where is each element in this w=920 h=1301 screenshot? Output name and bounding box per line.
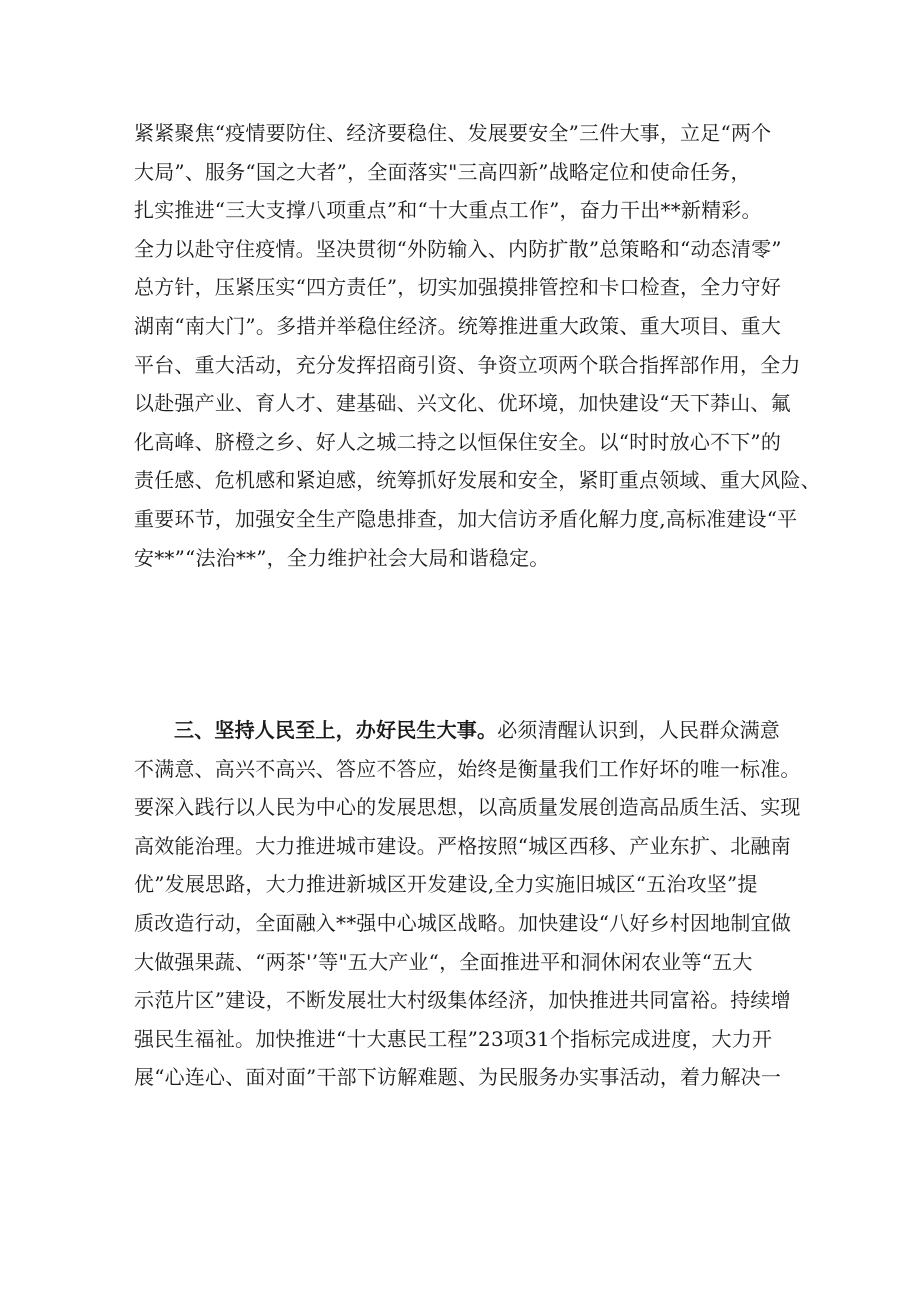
text-line: 以赴强产业、育人才、建基础、兴文化、优环境，加快建设“天下莽山、氟 [134, 391, 791, 416]
paragraph-1 [134, 114, 821, 577]
text-line-first [134, 711, 794, 750]
text-line: 责任感、危机感和紧迫感，统筹抓好发展和安全，紧盯重点领域、重大风险、 [134, 468, 821, 493]
text-line: 全力以赴守住疫情。坚决贯彻“外防输入、内防扩散”总策略和“动态清零” [134, 236, 782, 261]
text-line: 要深入践行以人民为中心的发展思想，以高质量发展创造高品质生活、实现 [134, 795, 801, 820]
text-line: 高效能治理。大力推进城市建设。严格按照“城区西移、产业东扩、北融南 [134, 833, 791, 858]
text-line: 紧紧聚焦“疫情要防住、经济要稳住、发展要安全”三件大事，立足“两个 [134, 121, 772, 145]
section-heading: 三、坚持人民至上，办好民生大事。 [174, 718, 498, 742]
text-line: 不满意、高兴不高兴、答应不答应，始终是衡量我们工作好坏的唯一标准。 [134, 756, 801, 781]
text-line: 化高峰、脐橙之乡、好人之城二持之以恒保住安全。以“时时放心不下”的 [134, 429, 782, 454]
text-line: 湖南“南大门”。多措并举稳住经济。统筹推进重大政策、重大项目、重大 [134, 313, 782, 338]
text-span: 必须清醒认识到，人民群众满意 [497, 718, 781, 742]
text-line: 重要环节，加强安全生产隐患排查，加大信访矛盾化解力度,高标准建设“平 [134, 506, 798, 531]
text-line: 质改造行动，全面融入**强中心城区战略。加快建设“八好乡村因地制宜做 [134, 910, 792, 935]
text-line: 平台、重大活动，充分发挥招商引资、争资立项两个联合指挥部作用，全力 [134, 352, 801, 377]
text-line: 大局”、服务“国之大者”，全面落实"三高四新”战略定位和使命任务， [134, 159, 751, 184]
text-line: 大做强果蔬、“两茶'’等"五大产业“，全面推进平和洞休闲农业等“五大 [134, 949, 753, 974]
text-line: 示范片区”建设，不断发展壮大村级集体经济，加快推进共同富裕。持续增 [134, 988, 791, 1013]
text-line: 总方针，压紧压实“四方责任”，切实加强摸排管控和卡口检查，全力守好 [134, 275, 782, 300]
text-line: 扎实推进“三大支撑八项重点”和“十大重点工作”，奋力干出**新精彩。 [134, 198, 762, 223]
text-line: 强民生福祉。加快推进“十大惠民工程”23项31个指标完成进度，大力开 [134, 1026, 773, 1051]
text-line: 优”发展思路，大力推进新城区开发建设,全力实施旧城区“五治攻坚”提 [134, 872, 758, 897]
text-line: 展“心连心、面对面”干部下访解难题、为民服务办实事活动，着力解决一 [134, 1065, 782, 1090]
paragraph-2 [134, 711, 801, 1097]
text-line: 安**”“法治**”，全力维护社会大局和谐稳定。 [134, 545, 550, 570]
